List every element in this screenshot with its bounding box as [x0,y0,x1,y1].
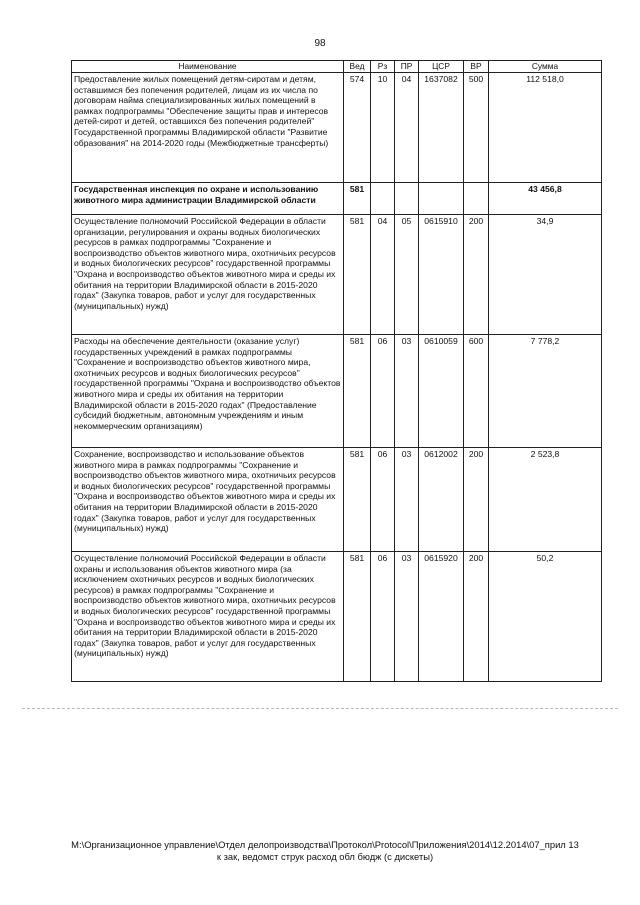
cell-csr [419,183,464,215]
cell-pr: 04 [395,73,419,183]
cell-sum: 43 456,8 [489,183,602,215]
cell-csr: 0615910 [419,215,464,335]
cell-ved: 581 [344,335,371,448]
cell-sum: 112 518,0 [489,73,602,183]
cell-rz: 04 [371,215,395,335]
cell-pr: 05 [395,215,419,335]
cell-vr: 200 [464,448,489,552]
footer-line-2: к зак, ведомст струк расход обл бюдж (с дискеты) [216,851,434,862]
table-row [72,73,602,183]
header-csr: ЦСР [419,61,464,73]
cell-vr [464,183,489,215]
cell-ved: 581 [344,448,371,552]
cell-ved: 581 [344,183,371,215]
cell-vr: 600 [464,335,489,448]
page-number: 98 [314,38,326,49]
cell-name: Государственная инспекция по охране и использованию животного мира администрации Владимирской области [72,183,344,215]
table-row [72,448,602,552]
cell-csr: 0612002 [419,448,464,552]
table-row [72,183,602,215]
budget-table [71,60,602,682]
cell-sum: 34,9 [489,215,602,335]
cell-csr: 0615920 [419,552,464,682]
header-name: Наименование [72,61,344,73]
cell-vr: 200 [464,552,489,682]
cell-vr: 500 [464,73,489,183]
cell-ved: 574 [344,73,371,183]
cell-name: Осуществление полномочий Российской Федерации в области организации, регулирования и охраны водных биологических ресурсов в рамках подпрограммы "Сохранение и воспроизводство объектов животного мира, охотничьих ресурсов и водных биологических ресурсов" государственной программы "Охрана и воспроизводство объектов животного мира и среды их обитания на территории Владимирской области в 2015-2020 годах" (Закупка товаров, работ и услуг для государственных (муниципальных) нужд) [72,215,344,335]
cell-pr [395,183,419,215]
cell-pr: 03 [395,552,419,682]
cell-sum: 7 778,2 [489,335,602,448]
header-vr: ВР [464,61,489,73]
header-sum: Сумма [489,61,602,73]
cell-rz: 06 [371,335,395,448]
cell-ved: 581 [344,215,371,335]
table-row [72,335,602,448]
cell-rz: 06 [371,448,395,552]
cell-pr: 03 [395,335,419,448]
footer-file-path [40,839,610,863]
cell-rz: 10 [371,73,395,183]
header-pr: ПР [395,61,419,73]
cell-ved: 581 [344,552,371,682]
cell-csr: 1637082 [419,73,464,183]
cell-rz [371,183,395,215]
cell-rz: 06 [371,552,395,682]
header-rz: Рз [371,61,395,73]
cell-name: Предоставление жилых помещений детям-сиротам и детям, оставшимся без попечения родителей, лицам из их числа по договорам найма специализированных жилых помещений в рамках подпрограммы "Обеспечение защиты прав и интересов детей-сирот и детей, оставшихся без попечения родителей" Государственной программы Владимирской области "Развитие образования" на 2014-2020 годы (Межбюджетные трансферты) [72,73,344,183]
cell-name: Сохранение, воспроизводство и использование объектов животного мира в рамках подпрограммы "Сохранение и воспроизводство объектов животного мира, охотничьих ресурсов и водных биологических ресурсов" государственной программы "Охрана и воспроизводство объектов животного мира и среды их обитания на территории Владимирской области в 2015-2020 годах" (Закупка товаров, работ и услуг для государственных (муниципальных) нужд) [72,448,344,552]
cell-name: Осуществление полномочий Российской Федерации в области охраны и использования объектов животного мира (за исключением охотничьих ресурсов и водных биологических ресурсов) в рамках подпрограммы "Сохранение и воспроизводство объектов животного мира, охотничьих ресурсов и водных биологических ресурсов" государственной программы "Охрана и воспроизводство объектов животного мира и среды их обитания на территории Владимирской области в 2015-2020 годах" (Закупка товаров, работ и услуг для государственных (муниципальных) нужд) [72,552,344,682]
table-header-row [72,61,602,73]
scan-artifact-line [22,708,618,709]
table-body [72,73,602,682]
cell-csr: 0610059 [419,335,464,448]
header-ved: Вед [344,61,371,73]
cell-sum: 50,2 [489,552,602,682]
cell-pr: 03 [395,448,419,552]
table-row [72,552,602,682]
cell-vr: 200 [464,215,489,335]
table-row [72,215,602,335]
cell-sum: 2 523,8 [489,448,602,552]
footer-line-1: M:\Организационное управление\Отдел делопроизводства\Протокол\Protocol\Приложения\2014\12.2014\07_прил 13 [71,839,579,850]
cell-name: Расходы на обеспечение деятельности (оказание услуг) государственных учреждений в рамках подпрограммы "Сохранение и воспроизводство объектов животного мира, охотничьих ресурсов и водных биологических ресурсов" государственной программы "Охрана и воспроизводство объектов животного мира и среды их обитания на территории Владимирской области в 2015-2020 годах" (Предоставление субсидий бюджетным, автономным учреждениям и иным некоммерческим организациям) [72,335,344,448]
